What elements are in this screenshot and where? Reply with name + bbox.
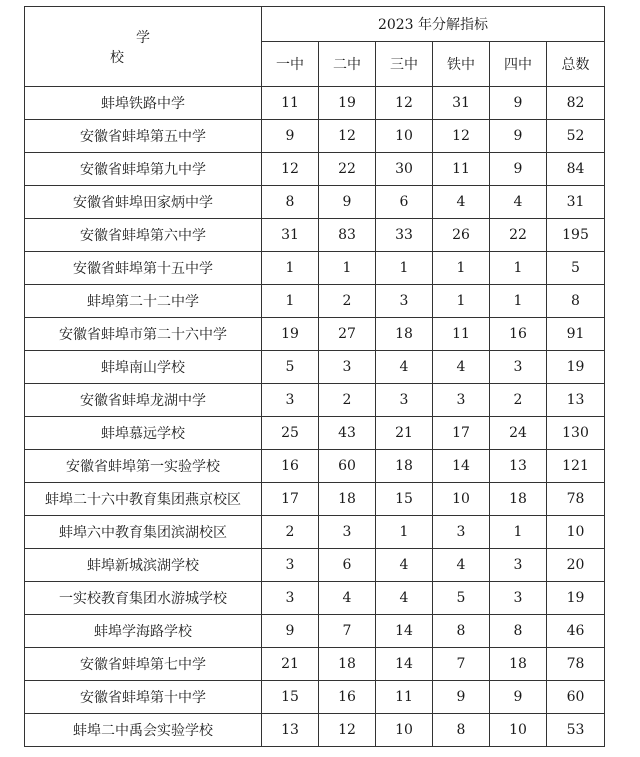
quota-cell: 5 [433, 582, 490, 615]
total-cell: 5 [547, 252, 605, 285]
total-cell: 31 [547, 186, 605, 219]
table-row [25, 483, 605, 516]
quota-cell: 11 [376, 681, 433, 714]
quota-cell: 18 [376, 450, 433, 483]
table-row [25, 87, 605, 120]
quota-cell: 1 [433, 285, 490, 318]
quota-cell: 3 [490, 351, 547, 384]
quota-cell: 1 [433, 252, 490, 285]
school-name-cell: 安徽省蚌埠第九中学 [25, 153, 262, 186]
quota-cell: 3 [433, 384, 490, 417]
quota-cell: 1 [490, 285, 547, 318]
quota-cell: 16 [319, 681, 376, 714]
quota-cell: 10 [490, 714, 547, 747]
quota-cell: 3 [262, 384, 319, 417]
quota-cell: 1 [262, 285, 319, 318]
quota-cell: 31 [433, 87, 490, 120]
school-name-cell: 蚌埠铁路中学 [25, 87, 262, 120]
school-column-header: 学 校 [25, 7, 262, 87]
quota-cell: 9 [490, 681, 547, 714]
column-header: 总数 [547, 42, 605, 87]
school-name-cell: 安徽省蚌埠第五中学 [25, 120, 262, 153]
total-cell: 84 [547, 153, 605, 186]
quota-cell: 16 [490, 318, 547, 351]
quota-cell: 26 [433, 219, 490, 252]
total-cell: 82 [547, 87, 605, 120]
quota-cell: 10 [376, 120, 433, 153]
quota-cell: 30 [376, 153, 433, 186]
quota-cell: 43 [319, 417, 376, 450]
school-name-cell: 安徽省蚌埠市第二十六中学 [25, 318, 262, 351]
table-row [25, 417, 605, 450]
quota-cell: 7 [319, 615, 376, 648]
total-cell: 46 [547, 615, 605, 648]
quota-cell: 8 [433, 714, 490, 747]
quota-cell: 3 [262, 549, 319, 582]
table-row [25, 582, 605, 615]
table-row [25, 186, 605, 219]
quota-cell: 14 [433, 450, 490, 483]
quota-cell: 3 [433, 516, 490, 549]
quota-cell: 1 [262, 252, 319, 285]
column-header: 三中 [376, 42, 433, 87]
total-cell: 60 [547, 681, 605, 714]
quota-cell: 9 [490, 153, 547, 186]
quota-cell: 13 [262, 714, 319, 747]
quota-cell: 3 [490, 549, 547, 582]
quota-cell: 21 [262, 648, 319, 681]
quota-cell: 9 [319, 186, 376, 219]
total-cell: 52 [547, 120, 605, 153]
table-row [25, 516, 605, 549]
total-cell: 13 [547, 384, 605, 417]
quota-cell: 6 [376, 186, 433, 219]
table-row [25, 153, 605, 186]
table-row [25, 351, 605, 384]
total-cell: 91 [547, 318, 605, 351]
school-name-cell: 安徽省蚌埠龙湖中学 [25, 384, 262, 417]
school-name-cell: 安徽省蚌埠第一实验学校 [25, 450, 262, 483]
quota-cell: 18 [490, 483, 547, 516]
quota-cell: 7 [433, 648, 490, 681]
quota-cell: 18 [319, 483, 376, 516]
quota-cell: 21 [376, 417, 433, 450]
quota-cell: 27 [319, 318, 376, 351]
table-row [25, 219, 605, 252]
total-cell: 20 [547, 549, 605, 582]
quota-cell: 8 [433, 615, 490, 648]
quota-cell: 4 [433, 186, 490, 219]
quota-cell: 19 [262, 318, 319, 351]
quota-cell: 31 [262, 219, 319, 252]
quota-cell: 4 [433, 549, 490, 582]
total-cell: 19 [547, 582, 605, 615]
total-cell: 10 [547, 516, 605, 549]
quota-cell: 12 [433, 120, 490, 153]
school-name-cell: 蚌埠南山学校 [25, 351, 262, 384]
quota-cell: 9 [262, 120, 319, 153]
table-row [25, 450, 605, 483]
quota-cell: 1 [490, 252, 547, 285]
quota-cell: 11 [433, 318, 490, 351]
school-name-cell: 安徽省蚌埠第十中学 [25, 681, 262, 714]
column-header: 四中 [490, 42, 547, 87]
school-name-cell: 蚌埠二十六中教育集团燕京校区 [25, 483, 262, 516]
quota-cell: 8 [490, 615, 547, 648]
quota-cell: 9 [490, 120, 547, 153]
school-name-cell: 安徽省蚌埠第七中学 [25, 648, 262, 681]
quota-group-header: 2023 年分解指标 [262, 7, 605, 42]
table-body [25, 87, 605, 747]
quota-cell: 3 [490, 582, 547, 615]
quota-cell: 3 [376, 285, 433, 318]
quota-cell: 11 [433, 153, 490, 186]
quota-cell: 12 [376, 87, 433, 120]
quota-cell: 19 [319, 87, 376, 120]
quota-cell: 12 [319, 120, 376, 153]
quota-cell: 17 [433, 417, 490, 450]
column-header: 铁中 [433, 42, 490, 87]
quota-cell: 22 [319, 153, 376, 186]
school-name-cell: 蚌埠慕远学校 [25, 417, 262, 450]
quota-cell: 83 [319, 219, 376, 252]
quota-cell: 3 [376, 384, 433, 417]
quota-cell: 22 [490, 219, 547, 252]
quota-cell: 1 [490, 516, 547, 549]
quota-cell: 14 [376, 615, 433, 648]
school-name-cell: 蚌埠新城滨湖学校 [25, 549, 262, 582]
quota-cell: 4 [433, 351, 490, 384]
total-cell: 78 [547, 648, 605, 681]
table-row [25, 285, 605, 318]
quota-cell: 4 [376, 549, 433, 582]
school-name-cell: 蚌埠学海路学校 [25, 615, 262, 648]
total-cell: 130 [547, 417, 605, 450]
quota-cell: 4 [376, 582, 433, 615]
total-cell: 19 [547, 351, 605, 384]
quota-table [24, 6, 605, 747]
school-name-cell: 蚌埠六中教育集团滨湖校区 [25, 516, 262, 549]
school-name-cell: 安徽省蚌埠第十五中学 [25, 252, 262, 285]
quota-cell: 9 [262, 615, 319, 648]
quota-cell: 5 [262, 351, 319, 384]
quota-cell: 10 [376, 714, 433, 747]
table-row [25, 681, 605, 714]
quota-cell: 2 [490, 384, 547, 417]
quota-cell: 2 [262, 516, 319, 549]
total-cell: 8 [547, 285, 605, 318]
quota-cell: 9 [433, 681, 490, 714]
quota-cell: 15 [376, 483, 433, 516]
quota-cell: 4 [490, 186, 547, 219]
quota-cell: 8 [262, 186, 319, 219]
table-row [25, 384, 605, 417]
quota-cell: 11 [262, 87, 319, 120]
quota-cell: 12 [319, 714, 376, 747]
quota-cell: 4 [319, 582, 376, 615]
quota-cell: 1 [376, 252, 433, 285]
quota-cell: 60 [319, 450, 376, 483]
quota-cell: 17 [262, 483, 319, 516]
quota-cell: 15 [262, 681, 319, 714]
quota-cell: 25 [262, 417, 319, 450]
quota-cell: 3 [319, 516, 376, 549]
school-name-cell: 一实校教育集团水游城学校 [25, 582, 262, 615]
total-cell: 53 [547, 714, 605, 747]
quota-cell: 2 [319, 384, 376, 417]
quota-cell: 14 [376, 648, 433, 681]
quota-cell: 24 [490, 417, 547, 450]
table-row [25, 714, 605, 747]
quota-cell: 10 [433, 483, 490, 516]
total-cell: 121 [547, 450, 605, 483]
quota-cell: 18 [490, 648, 547, 681]
quota-cell: 1 [376, 516, 433, 549]
quota-cell: 1 [319, 252, 376, 285]
table-row [25, 252, 605, 285]
quota-cell: 3 [262, 582, 319, 615]
table-row [25, 549, 605, 582]
school-name-cell: 安徽省蚌埠第六中学 [25, 219, 262, 252]
quota-cell: 6 [319, 549, 376, 582]
table-row [25, 615, 605, 648]
quota-cell: 9 [490, 87, 547, 120]
quota-cell: 4 [376, 351, 433, 384]
table-row [25, 648, 605, 681]
column-header: 二中 [319, 42, 376, 87]
table-row [25, 120, 605, 153]
quota-cell: 3 [319, 351, 376, 384]
total-cell: 78 [547, 483, 605, 516]
quota-cell: 2 [319, 285, 376, 318]
quota-cell: 18 [319, 648, 376, 681]
school-name-cell: 安徽省蚌埠田家炳中学 [25, 186, 262, 219]
quota-cell: 18 [376, 318, 433, 351]
quota-cell: 13 [490, 450, 547, 483]
quota-cell: 12 [262, 153, 319, 186]
column-header: 一中 [262, 42, 319, 87]
quota-cell: 16 [262, 450, 319, 483]
total-cell: 195 [547, 219, 605, 252]
school-name-cell: 蚌埠第二十二中学 [25, 285, 262, 318]
school-name-cell: 蚌埠二中禹会实验学校 [25, 714, 262, 747]
table-row [25, 318, 605, 351]
quota-cell: 33 [376, 219, 433, 252]
